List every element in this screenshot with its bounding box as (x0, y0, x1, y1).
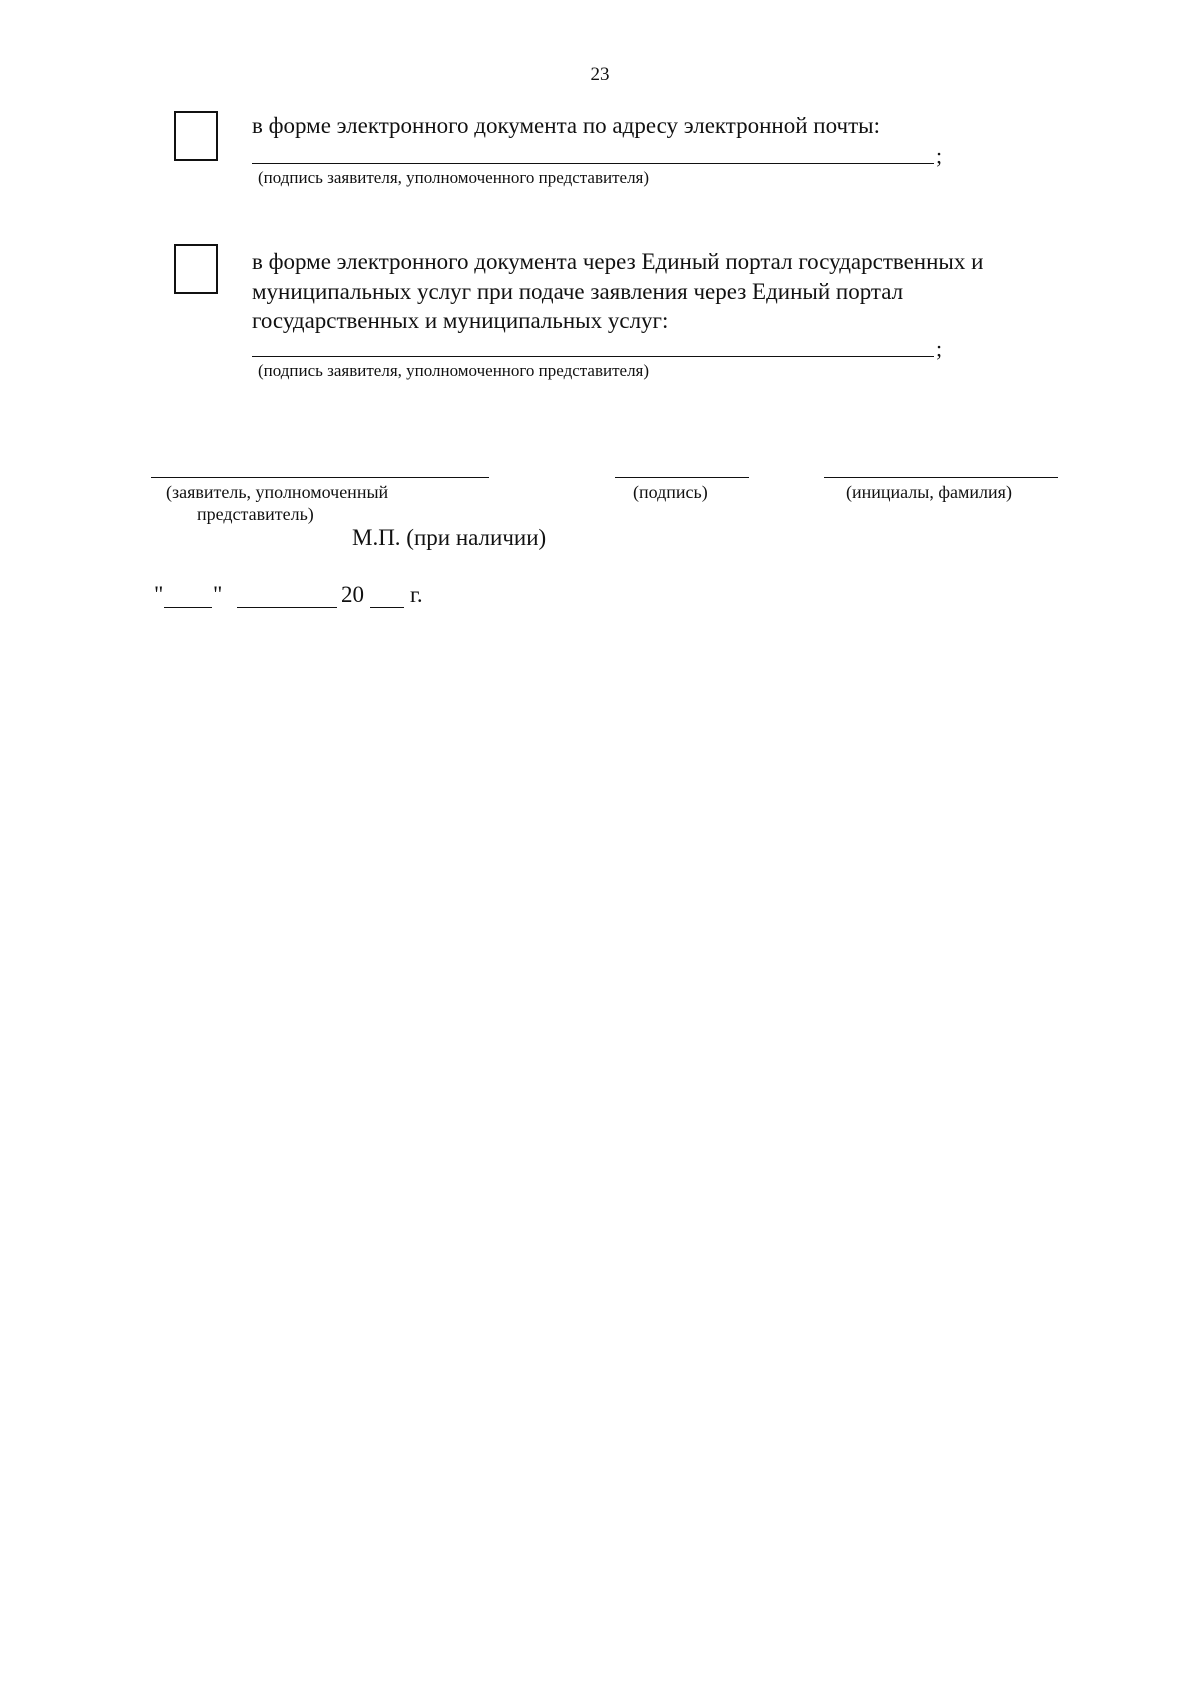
portal-delivery-label-line3: государственных и муниципальных услуг: (252, 308, 669, 333)
email-delivery-checkbox[interactable] (174, 111, 218, 161)
signature-caption: (подпись) (633, 482, 708, 502)
date-month-field[interactable] (237, 607, 337, 608)
signature-line[interactable] (615, 477, 749, 478)
date-century: 20 (341, 582, 364, 607)
portal-signature-line[interactable] (252, 356, 934, 357)
page-number: 23 (590, 64, 610, 85)
email-signature-caption: (подпись заявителя, уполномоченного представителя) (258, 168, 650, 187)
portal-delivery-label-line2: муниципальных услуг при подаче заявления через Единый портал (252, 279, 904, 304)
date-quote-close: " (213, 582, 223, 607)
email-line-terminator: ; (936, 143, 943, 168)
name-caption: (инициалы, фамилия) (846, 482, 1012, 502)
portal-signature-caption: (подпись заявителя, уполномоченного представителя) (258, 361, 650, 380)
date-year-suffix: г. (410, 582, 423, 607)
date-quote-open: " (154, 582, 164, 607)
applicant-caption-line1: (заявитель, уполномоченный (166, 482, 389, 502)
email-signature-line[interactable] (252, 163, 934, 164)
applicant-line[interactable] (151, 477, 489, 478)
name-line[interactable] (824, 477, 1058, 478)
portal-line-terminator: ; (936, 336, 943, 361)
date-year-field[interactable] (370, 607, 404, 608)
portal-delivery-checkbox[interactable] (174, 244, 218, 294)
date-day-field[interactable] (164, 607, 212, 608)
applicant-caption-line2: представитель) (197, 504, 314, 524)
email-delivery-label: в форме электронного документа по адресу электронной почты: (252, 113, 880, 138)
stamp-label: М.П. (при наличии) (352, 525, 547, 550)
portal-delivery-label-line1: в форме электронного документа через Единый портал государственных и (252, 249, 984, 274)
